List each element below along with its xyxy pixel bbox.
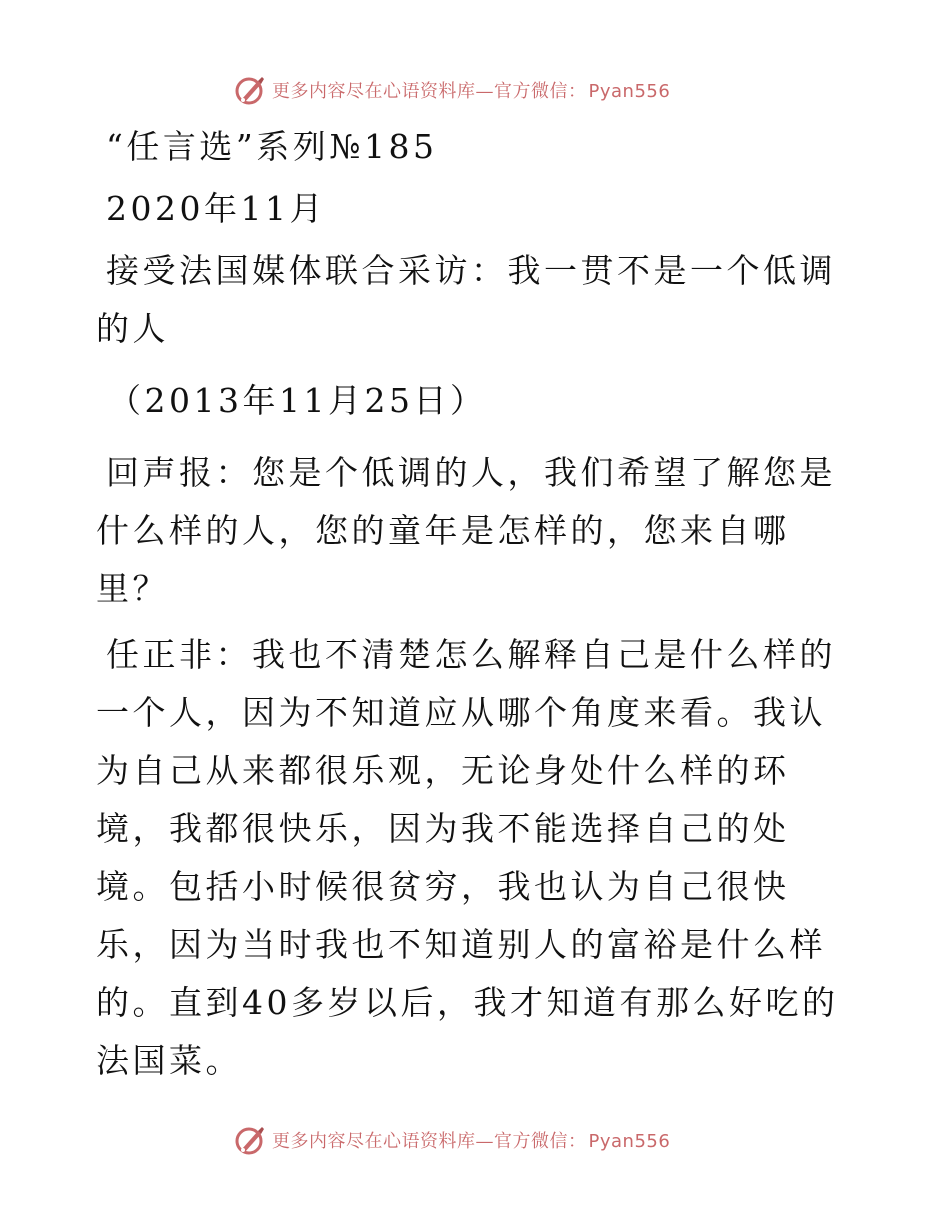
watermark-text (272, 1127, 670, 1153)
watermark-wechat-id: Pyan556 (588, 81, 671, 102)
watermark-label: 更多内容尽在心语资料库—官方微信： (272, 1131, 587, 1152)
watermark-footer (232, 1122, 670, 1158)
document-title: 接受法国媒体联合采访：我一贯不是一个低调的人 (96, 251, 836, 348)
question-paragraph: 回声报：您是个低调的人，我们希望了解您是什么样的人，您的童年是怎样的，您来自哪里？ (96, 453, 836, 608)
interview-date: （2013年11月25日） (108, 381, 487, 420)
pen-logo-icon (232, 73, 266, 107)
watermark-wechat-id: Pyan556 (588, 1131, 671, 1152)
watermark-label: 更多内容尽在心语资料库—官方微信： (272, 81, 587, 102)
pen-logo-icon (232, 1123, 266, 1157)
watermark-header (232, 72, 670, 108)
answer-paragraph: 任正非：我也不清楚怎么解释自己是什么样的一个人，因为不知道应从哪个角度来看。我认为自己从来都很乐观，无论身处什么样的环境，我都很快乐，因为我不能选择自己的处境。包括小时候很贫穷，我也认为自己很快乐，因为当时我也不知道别人的富裕是什么样的。直到40多岁以后，我才知道有那么好吃的法国菜。 (96, 635, 839, 1080)
series-number: “任言选”系列№185 (106, 127, 438, 166)
document-body (96, 118, 856, 1090)
document-date: 2020年11月 (106, 189, 326, 228)
watermark-text (272, 77, 670, 103)
